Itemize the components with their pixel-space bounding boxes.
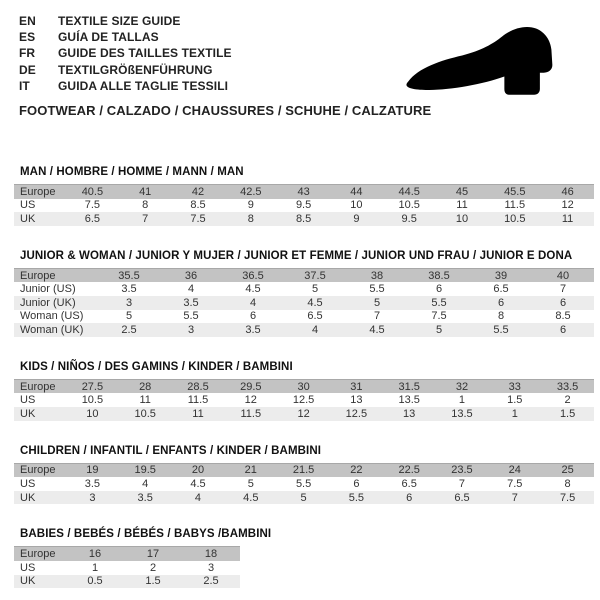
size-cell: 6 — [406, 491, 413, 504]
row-label: Europe — [20, 464, 56, 477]
size-cell: 10.5 — [398, 199, 420, 212]
size-cell: 7.5 — [84, 199, 101, 212]
size-cell: 29.5 — [240, 380, 262, 393]
row-label: UK — [20, 213, 36, 225]
size-cell: 6 — [559, 323, 567, 336]
row-label: Europe — [20, 380, 56, 393]
size-cell: 7.5 — [431, 310, 447, 323]
size-cell: 5 — [311, 283, 319, 296]
size-cell: 17 — [146, 548, 160, 561]
size-cell: 3.5 — [137, 491, 153, 504]
size-cell: 12.5 — [292, 394, 315, 407]
size-cell: 9 — [247, 199, 254, 212]
size-cell: 25 — [561, 464, 574, 477]
size-cell: 19 — [86, 464, 99, 477]
row-label: Europe — [20, 185, 56, 198]
size-cell: 5 — [435, 323, 443, 336]
size-cell: 39 — [494, 269, 508, 282]
size-cell: 8 — [142, 199, 149, 212]
size-table-section — [14, 250, 600, 337]
size-cell: 1.5 — [507, 394, 523, 407]
size-table-section — [14, 528, 600, 588]
size-cell: 5 — [373, 296, 381, 309]
size-cell: 8.5 — [295, 213, 312, 225]
size-cell: 40.5 — [81, 185, 104, 198]
size-cell: 10.5 — [134, 407, 156, 420]
size-cell: 8 — [564, 477, 571, 490]
size-table-section — [14, 445, 600, 505]
size-cell: 0.5 — [87, 575, 103, 588]
size-cell: 2 — [149, 561, 157, 574]
size-table — [14, 463, 594, 505]
table-title: MAN / HOMBRE / HOMME / MANN / MAN — [20, 166, 244, 179]
language-code: ES — [19, 30, 36, 45]
size-cell: 1.5 — [559, 407, 576, 420]
category-line: FOOTWEAR / CALZADO / CHAUSSURES / SCHUHE / CALZATURE — [19, 103, 432, 119]
size-cell: 3 — [89, 491, 96, 504]
size-cell: 6.5 — [493, 283, 509, 296]
size-cell: 5.5 — [348, 491, 365, 504]
size-cell: 10.5 — [81, 394, 104, 407]
size-cell: 11 — [139, 394, 151, 407]
size-cell: 5.5 — [369, 283, 385, 296]
row-label: Woman (UK) — [20, 323, 84, 336]
size-cell: 1 — [91, 561, 99, 574]
table-row — [14, 296, 594, 310]
row-label: US — [20, 199, 36, 212]
row-label: UK — [20, 575, 36, 588]
size-cell: 3 — [125, 296, 133, 309]
size-cell: 10 — [455, 213, 469, 225]
size-cell: 6 — [435, 283, 443, 296]
size-cell: 9.5 — [295, 199, 312, 212]
size-cell: 1 — [458, 394, 466, 407]
size-cell: 4 — [142, 477, 149, 490]
table-row — [14, 185, 594, 199]
table-title: JUNIOR & WOMAN / JUNIOR Y MUJER / JUNIOR ET FEMME / JUNIOR UND FRAU / JUNIOR E DONA — [20, 249, 573, 262]
table-title: KIDS / NIÑOS / DES GAMINS / KINDER / BAMBINI — [20, 360, 293, 373]
size-cell: 3.5 — [84, 477, 101, 490]
table-row — [14, 393, 594, 407]
size-tables-container — [0, 166, 600, 588]
language-title: TEXTILGRÖßENFÜHRUNG — [58, 62, 213, 77]
size-cell: 8 — [497, 310, 505, 323]
size-cell: 1.5 — [145, 575, 161, 588]
size-cell: 4.5 — [245, 283, 261, 296]
size-cell: 4 — [249, 296, 257, 309]
size-cell: 7 — [373, 310, 381, 323]
table-row — [14, 561, 240, 575]
size-cell: 11.5 — [504, 199, 526, 212]
row-label: Junior (UK) — [20, 296, 76, 309]
size-cell: 31.5 — [398, 380, 420, 393]
size-cell: 7.5 — [559, 491, 576, 504]
row-label: UK — [20, 407, 36, 420]
size-cell: 4.5 — [243, 491, 259, 504]
size-cell: 10 — [350, 199, 363, 212]
size-cell: 44 — [350, 185, 363, 198]
size-cell: 45.5 — [504, 185, 526, 198]
size-cell: 16 — [88, 548, 102, 561]
size-cell: 10 — [86, 407, 99, 420]
language-title: GUÍA DE TALLAS — [58, 30, 159, 45]
size-cell: 5.5 — [431, 296, 447, 309]
size-cell: 12 — [561, 199, 574, 212]
size-cell: 3.5 — [183, 296, 199, 309]
size-cell: 3.5 — [121, 283, 137, 296]
size-cell: 23.5 — [451, 464, 473, 477]
row-label: US — [20, 477, 36, 490]
table-row — [14, 323, 594, 337]
size-cell: 6 — [353, 477, 360, 490]
size-cell: 4.5 — [307, 296, 323, 309]
table-row — [14, 547, 240, 561]
size-cell: 11 — [456, 199, 468, 212]
table-row — [14, 575, 240, 589]
size-cell: 33 — [508, 380, 521, 393]
size-cell: 32 — [455, 380, 469, 393]
size-cell: 8.5 — [190, 199, 206, 212]
language-code: EN — [19, 14, 36, 28]
row-label: US — [20, 394, 36, 407]
size-cell: 24 — [508, 464, 521, 477]
table-row — [14, 407, 594, 421]
size-cell: 27.5 — [81, 380, 104, 393]
size-cell: 6.5 — [84, 213, 101, 225]
size-cell: 7 — [511, 491, 518, 504]
size-cell: 5.5 — [295, 477, 312, 490]
size-cell: 22 — [350, 464, 363, 477]
size-cell: 6.5 — [401, 477, 417, 490]
language-code: DE — [19, 62, 36, 77]
size-cell: 5 — [300, 491, 307, 504]
size-cell: 7 — [142, 213, 149, 225]
language-title: TEXTILE SIZE GUIDE — [58, 14, 181, 28]
size-cell: 13.5 — [451, 407, 473, 420]
row-label: Junior (US) — [20, 283, 76, 296]
size-cell: 5.5 — [493, 323, 509, 336]
size-cell: 41 — [139, 185, 152, 198]
size-cell: 22.5 — [398, 464, 420, 477]
size-cell: 5 — [247, 477, 254, 490]
size-table-section — [14, 166, 600, 226]
size-cell: 12 — [297, 407, 310, 420]
size-cell: 30 — [297, 380, 310, 393]
size-cell: 4.5 — [190, 477, 206, 490]
size-table — [14, 379, 594, 421]
size-cell: 38 — [370, 269, 384, 282]
size-cell: 11 — [561, 213, 574, 225]
size-cell: 6 — [559, 296, 567, 309]
table-row — [14, 379, 594, 393]
size-cell: 42 — [191, 185, 205, 198]
size-cell: 38.5 — [428, 269, 450, 282]
row-label: Europe — [20, 269, 56, 282]
size-cell: 19.5 — [134, 464, 156, 477]
size-cell: 4 — [311, 323, 319, 336]
row-label: US — [20, 561, 36, 574]
table-row — [14, 282, 594, 296]
size-cell: 4 — [187, 283, 195, 296]
size-cell: 21.5 — [292, 464, 315, 477]
table-row — [14, 463, 594, 477]
size-cell: 5 — [125, 310, 133, 323]
size-cell: 2.5 — [203, 575, 219, 588]
size-table — [14, 184, 594, 226]
table-row — [14, 491, 594, 505]
size-cell: 2 — [564, 394, 571, 407]
language-title: GUIDE DES TAILLES TEXTILE — [58, 46, 232, 61]
size-cell: 7.5 — [190, 213, 206, 225]
size-cell: 3.5 — [245, 323, 261, 336]
table-row — [14, 268, 594, 282]
size-table-section — [14, 361, 600, 421]
size-cell: 3 — [187, 323, 195, 336]
size-cell: 2.5 — [121, 323, 137, 336]
size-cell: 8.5 — [555, 310, 571, 323]
size-cell: 4.5 — [369, 323, 385, 336]
table-row — [14, 212, 594, 226]
size-cell: 13.5 — [398, 394, 420, 407]
size-cell: 28.5 — [187, 380, 209, 393]
size-cell: 9 — [353, 213, 360, 225]
shoe-silhouette-icon — [392, 18, 586, 114]
size-cell: 12.5 — [345, 407, 368, 420]
table-row — [14, 310, 594, 324]
size-cell: 7 — [559, 283, 567, 296]
row-label: Woman (US) — [20, 310, 84, 323]
size-cell: 6.5 — [454, 491, 470, 504]
size-cell: 44.5 — [398, 185, 420, 198]
size-cell: 18 — [204, 548, 218, 561]
size-cell: 8 — [247, 213, 254, 225]
size-cell: 28 — [139, 380, 152, 393]
size-cell: 37.5 — [304, 269, 326, 282]
size-cell: 6.5 — [307, 310, 323, 323]
size-cell: 40 — [556, 269, 570, 282]
size-table — [14, 546, 240, 588]
shoe-icon — [392, 18, 586, 114]
size-cell: 33.5 — [556, 380, 579, 393]
size-cell: 9.5 — [401, 213, 417, 225]
size-cell: 3 — [207, 561, 215, 574]
size-cell: 1 — [511, 407, 518, 420]
size-cell: 42.5 — [240, 185, 262, 198]
size-cell: 5.5 — [183, 310, 199, 323]
size-cell: 36 — [184, 269, 198, 282]
size-cell: 13 — [350, 394, 363, 407]
size-cell: 13 — [403, 407, 416, 420]
language-code: IT — [19, 78, 30, 93]
size-cell: 43 — [297, 185, 310, 198]
table-row — [14, 477, 594, 491]
size-cell: 36.5 — [242, 269, 264, 282]
size-cell: 11 — [192, 407, 204, 420]
size-cell: 45 — [455, 185, 469, 198]
size-cell: 20 — [191, 464, 205, 477]
size-cell: 31 — [350, 380, 363, 393]
size-cell: 7 — [458, 477, 466, 490]
row-label: Europe — [20, 548, 56, 561]
size-cell: 6 — [249, 310, 257, 323]
size-cell: 11.5 — [240, 407, 262, 420]
size-cell: 11.5 — [187, 394, 209, 407]
size-cell: 46 — [561, 185, 574, 198]
table-row — [14, 199, 594, 213]
size-cell: 35.5 — [118, 269, 140, 282]
table-title: BABIES / BEBÉS / BÉBÉS / BABYS /BAMBINI — [20, 528, 272, 541]
size-cell: 21 — [244, 464, 257, 477]
size-cell: 4 — [194, 491, 202, 504]
size-table — [14, 268, 594, 337]
size-cell: 10.5 — [504, 213, 526, 225]
language-code: FR — [19, 46, 36, 61]
table-title: CHILDREN / INFANTIL / ENFANTS / KINDER / BAMBINI — [20, 444, 322, 457]
size-cell: 7.5 — [507, 477, 523, 490]
language-title: GUIDA ALLE TAGLIE TESSILI — [58, 78, 229, 93]
size-cell: 6 — [497, 296, 505, 309]
row-label: UK — [20, 491, 36, 504]
size-cell: 12 — [244, 394, 257, 407]
